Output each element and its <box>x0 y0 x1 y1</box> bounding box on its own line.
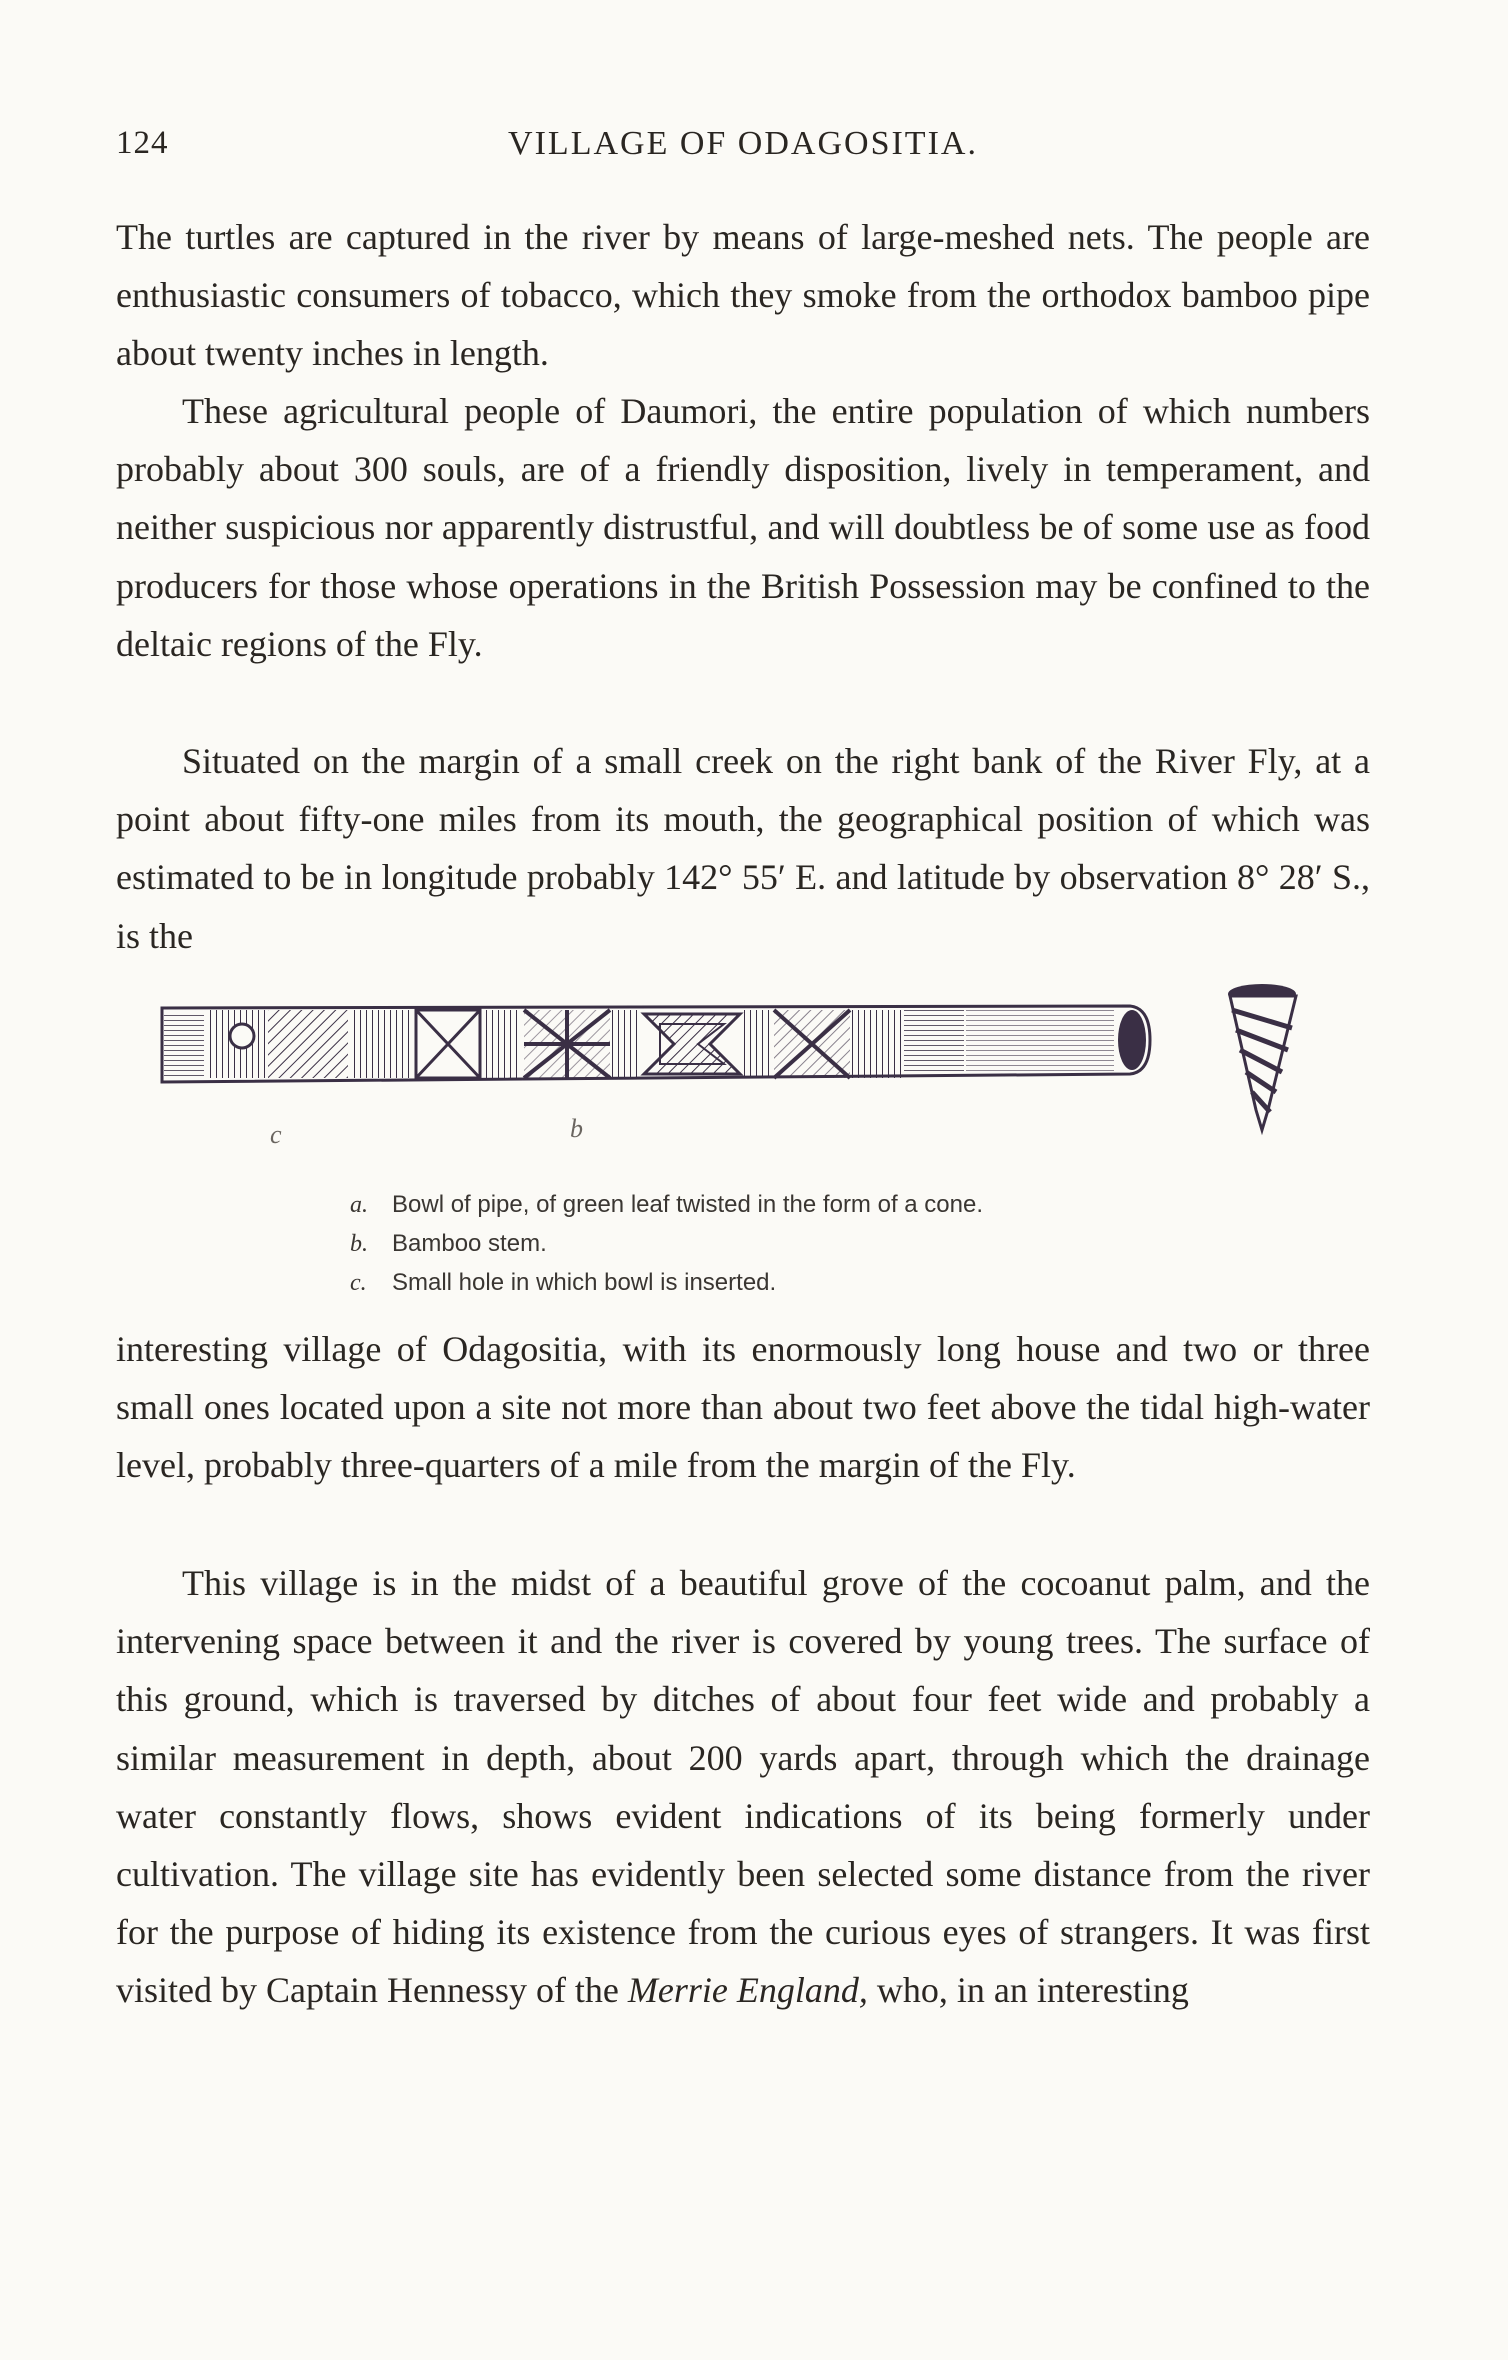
small-hole-marker <box>230 1024 254 1048</box>
caption-text: Bowl of pipe, of green leaf twisted in the form of a cone. <box>392 1191 983 1218</box>
paragraph-turtles: The turtles are captured in the river by means of large-meshed nets. The people are enthusiastic consumers of tobacco, which they smoke from the orthodox bamboo pipe about twenty inches in length. <box>116 217 1370 374</box>
paragraph-village-grove <box>116 1554 1370 2020</box>
paragraph-daumori-people: These agricultural people of Daumori, the entire population of which numbers probably about 300 souls, are of a friendly disposition, lively in temperament, and neither suspicious nor apparently distrustful, and will doubtless be of some use as food producers for those whose operations in the British Possession may be confined to the deltaic regions of the Fly. <box>116 391 1370 664</box>
paragraph-odagositia-village: interesting village of Odagositia, with its enormously long house and two or three small ones located upon a site not more than about two feet above the tidal high-water level, probably three-quarters of a mile from the margin of the Fly. <box>116 1329 1370 1486</box>
running-head: VILLAGE OF ODAGOSITIA. <box>508 125 978 162</box>
caption-text: Small hole in which bowl is inserted. <box>392 1269 777 1296</box>
caption-letter: c. <box>350 1270 367 1296</box>
pipe-illustration <box>150 980 1330 1160</box>
ship-name: Merrie England, <box>627 1970 868 2011</box>
pipe-stem <box>162 1006 1150 1082</box>
page-header <box>116 125 1370 175</box>
paragraph-village-situation: Situated on the margin of a small creek on the right bank of the River Fly, at a point about fifty-one miles from its mouth, the geographical position of which was estimated to be in longitude probably 142° 55′ E. and latitude by observation 8° 28′ S., is the <box>116 741 1370 956</box>
figure-letter-c: c <box>270 1120 282 1149</box>
page-number: 124 <box>116 125 169 161</box>
caption-letter: b. <box>350 1231 368 1257</box>
pipe-bowl-cone <box>1228 984 1296 1130</box>
paragraph-text-end: who, in an interesting <box>867 1970 1189 2011</box>
caption-a <box>350 1185 1250 1224</box>
caption-b <box>350 1224 1250 1263</box>
bamboo-pipe-drawing <box>150 980 1330 1160</box>
paragraph-text: This village is in the midst of a beautiful grove of the cocoanut palm, and the intervening space between it and the river is covered by young trees. The surface of this ground, which is traversed by ditches of about four feet wide and probably a similar measurement in depth, about 200 yards apart, through which the drainage water constantly flows, shows evident indications of its being formerly under cultivation. The village site has evidently been selected some distance from the river for the purpose of hiding its existence from the curious eyes of strangers. It was first visited by Captain Hennessy of the <box>116 1563 1370 2011</box>
figure-letter-b: b <box>570 1114 583 1143</box>
figure-captions <box>350 1185 1250 1302</box>
caption-text: Bamboo stem. <box>392 1230 547 1257</box>
caption-letter: a. <box>350 1192 368 1218</box>
caption-c <box>350 1263 1250 1302</box>
